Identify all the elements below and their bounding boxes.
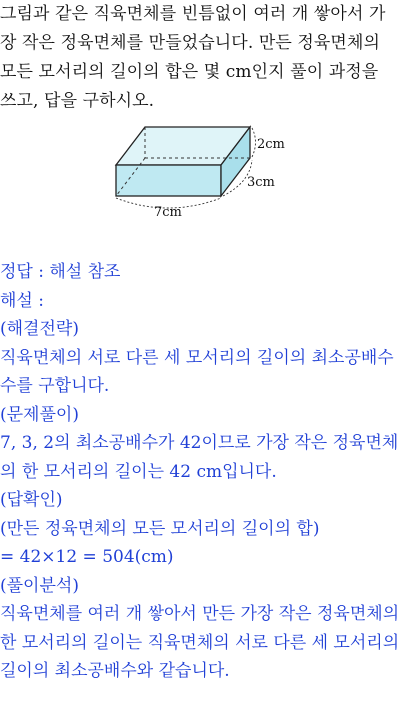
answer-line-2: 해설 :: [0, 290, 44, 311]
answer-line-1: 정답 : 해설 참조: [0, 262, 121, 282]
height-label: 2cm: [257, 137, 285, 152]
cuboid-front-face: [116, 165, 221, 196]
answer-line-12: (풀이분석): [0, 575, 79, 596]
answer-line-4: 직육면체의 서로 다른 세 모서리의 길이의 최소공배수: [0, 347, 394, 368]
answer-line-15: 길이의 최소공배수와 같습니다.: [0, 661, 230, 681]
answer-line-3: (해결전략): [0, 319, 79, 339]
height-dimension-curve: [252, 128, 256, 157]
answer-line-8: 의 한 모서리의 길이는 42 cm입니다.: [0, 461, 277, 482]
answer-explanation: [0, 258, 400, 686]
question-text: [0, 0, 400, 116]
question-line-3: 모든 모서리의 길이의 합은 몇 cm인지 풀이 과정을: [0, 62, 379, 82]
question-line-4: 쓰고, 답을 구하시오.: [0, 91, 155, 111]
answer-line-6: (문제풀이): [0, 404, 79, 425]
answer-line-9: (답확인): [0, 490, 63, 510]
answer-line-7: 7, 3, 2의 최소공배수가 42이므로 가장 작은 정육면체: [0, 433, 399, 453]
answer-line-14: 한 모서리의 길이는 직육면체의 서로 다른 세 모서리의: [0, 632, 400, 653]
question-line-1: 그림과 같은 직육면체를 빈틈없이 여러 개 쌓아서 가: [0, 4, 386, 24]
answer-line-5: 수를 구합니다.: [0, 376, 110, 396]
answer-line-11: = 42×12 = 504(cm): [0, 547, 174, 567]
answer-line-13: 직육면체를 여러 개 쌓아서 만든 가장 작은 정육면체의: [0, 604, 400, 624]
answer-line-10: (만든 정육면체의 모든 모서리의 길이의 합): [0, 518, 320, 539]
cuboid-diagram: [100, 124, 320, 220]
depth-label: 3cm: [247, 175, 275, 190]
question-line-2: 장 작은 정육면체를 만들었습니다. 만든 정육면체의: [0, 33, 380, 53]
width-label: 7cm: [154, 205, 182, 220]
cuboid-figure: [100, 124, 320, 220]
